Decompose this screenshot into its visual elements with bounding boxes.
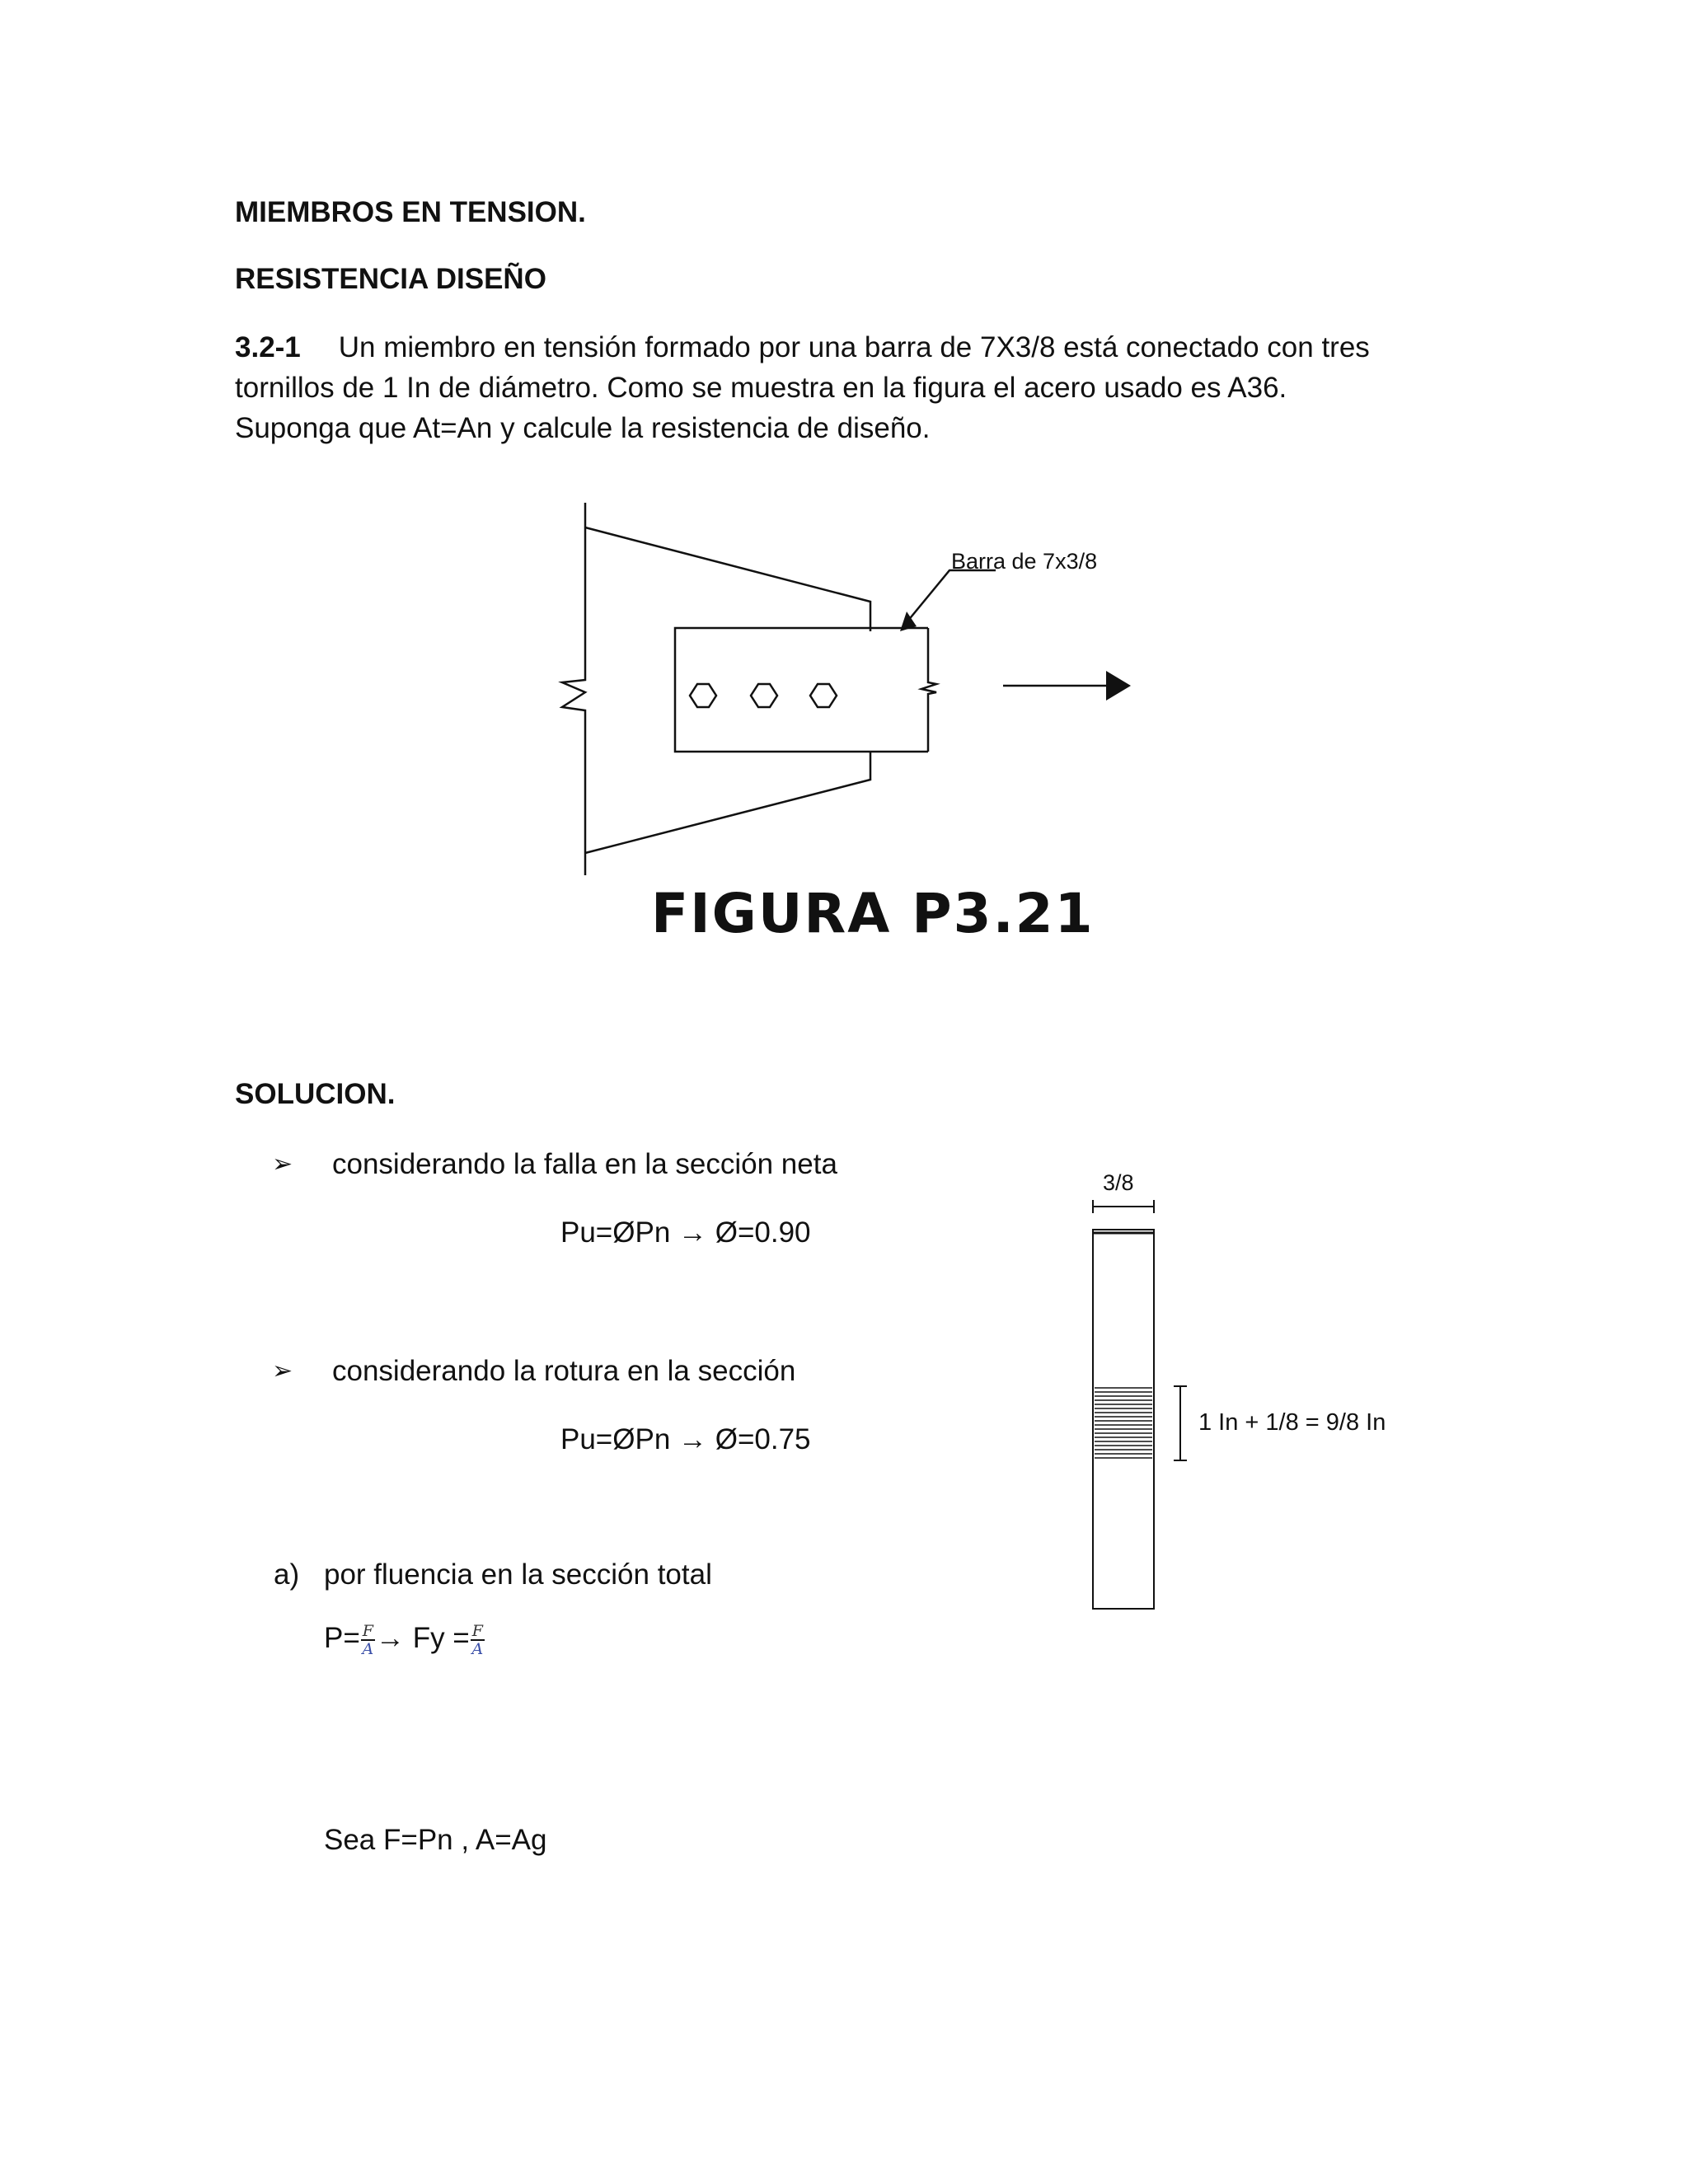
bullet-1-text: considerando la falla en la sección neta bbox=[332, 1148, 837, 1180]
bullet-2-text: considerando la rotura en la sección bbox=[332, 1355, 796, 1387]
problem-number: 3.2-1 bbox=[235, 331, 301, 363]
problem-text-1: Un miembro en tensión formado por una barra de 7X3/8 está conectado con tres bbox=[338, 331, 1370, 363]
bolt-hole-2 bbox=[751, 684, 777, 707]
bar-break bbox=[921, 628, 936, 752]
heading-miembros: MIEMBROS EN TENSION. bbox=[235, 196, 586, 228]
bolt-hole-1 bbox=[690, 684, 716, 707]
fraction-f-over-a bbox=[361, 1623, 375, 1657]
bolt-hole-3 bbox=[810, 684, 837, 707]
gusset-left-edge bbox=[562, 503, 585, 875]
cross-section-figure bbox=[1071, 1162, 1418, 1632]
sea-statement: Sea F=Pn , A=Ag bbox=[324, 1824, 547, 1856]
bullet-arrow-icon: ➢ bbox=[272, 1150, 293, 1179]
problem-line-1 bbox=[235, 327, 1471, 368]
problem-statement bbox=[235, 327, 1471, 448]
frac-denominator: A bbox=[471, 1639, 484, 1658]
figure-caption: FIGURA P3.21 bbox=[651, 882, 1095, 945]
fraction-f-over-a bbox=[471, 1623, 485, 1657]
problem-line-2: tornillos de 1 In de diámetro. Como se muestra en la figura el acero usado es A36. bbox=[235, 372, 1287, 404]
gusset-bottom-edge bbox=[585, 752, 870, 853]
eq-arrow-fy: → Fy = bbox=[375, 1622, 470, 1654]
problem-line-3: Suponga que At=An y calcule la resistencia de diseño. bbox=[235, 412, 931, 444]
thickness-label: 3/8 bbox=[1103, 1170, 1134, 1195]
plate-section bbox=[1093, 1230, 1154, 1609]
force-arrowhead bbox=[1106, 671, 1131, 701]
equation-fluencia bbox=[324, 1614, 485, 1663]
item-a-marker: a) bbox=[274, 1558, 300, 1591]
bar-label: Barra de 7x3/8 bbox=[951, 549, 1098, 574]
leader-line bbox=[903, 570, 996, 626]
formula-1: Pu=ØPn → Ø=0.90 bbox=[560, 1216, 811, 1249]
solution-heading: SOLUCION. bbox=[235, 1078, 396, 1110]
heading-resistencia: RESISTENCIA DISEÑO bbox=[235, 263, 546, 295]
hole-width-label: 1 In + 1/8 = 9/8 In bbox=[1198, 1409, 1386, 1436]
item-a-text: por fluencia en la sección total bbox=[324, 1558, 712, 1591]
hole-hatching bbox=[1095, 1388, 1152, 1458]
frac-numerator: F bbox=[362, 1621, 373, 1640]
frac-denominator: A bbox=[362, 1639, 374, 1658]
eq-p: P= bbox=[324, 1622, 360, 1654]
bullet-arrow-icon: ➢ bbox=[272, 1357, 293, 1385]
formula-2: Pu=ØPn → Ø=0.75 bbox=[560, 1423, 811, 1455]
gusset-top-edge bbox=[585, 527, 870, 631]
frac-numerator: F bbox=[471, 1621, 483, 1640]
